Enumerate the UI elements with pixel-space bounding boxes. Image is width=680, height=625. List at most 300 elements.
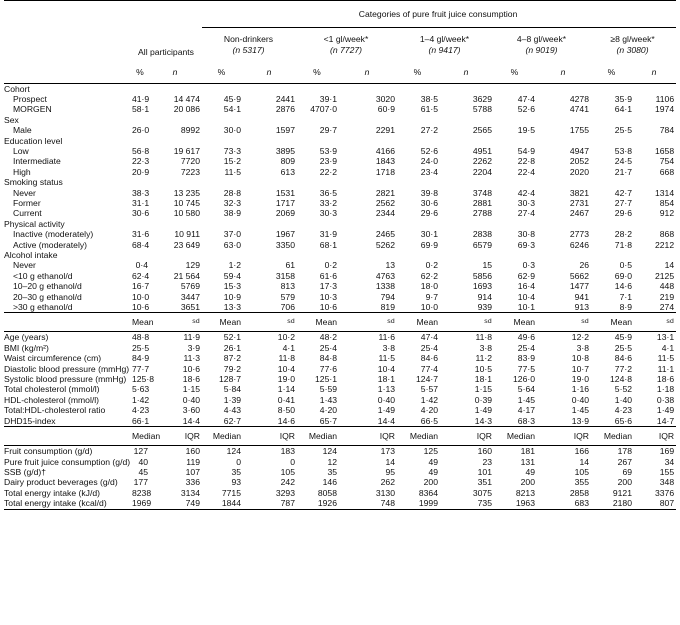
cell-value: 1·13 — [377, 384, 395, 395]
cell-value: 4·23 — [614, 405, 632, 416]
cell-value: 1531 — [275, 187, 295, 198]
col-pct-header: % — [591, 62, 634, 84]
category-n: (n 3080) — [616, 44, 649, 55]
cell-value: 30·0 — [223, 125, 241, 136]
cell-value: 4·43 — [223, 405, 241, 416]
table-row — [4, 477, 676, 487]
cell-value: 19·5 — [517, 125, 535, 136]
cell-value: 68·4 — [132, 239, 150, 250]
cell-value: 1718 — [375, 166, 395, 177]
cell-value: 2881 — [472, 197, 492, 208]
cell-value: 3·8 — [382, 342, 395, 353]
table-row — [4, 374, 676, 384]
stat-header: IQR — [243, 427, 297, 446]
cell-value: 105 — [574, 466, 589, 477]
section-heading: Cohort — [4, 83, 30, 94]
cell-value: 42·7 — [614, 187, 632, 198]
row-label: Total:HDL-cholesterol ratio — [4, 405, 106, 416]
table-row — [4, 364, 676, 374]
cell-value: 10·6 — [319, 302, 337, 313]
cell-value: 59·4 — [223, 270, 241, 281]
cell-value: 854 — [659, 197, 675, 208]
col-pct-header: % — [297, 62, 339, 84]
cell-value: 31·6 — [132, 229, 150, 240]
stat-header: sd — [150, 313, 202, 332]
cell-value: 1597 — [275, 125, 295, 136]
cell-value: 3821 — [569, 187, 589, 198]
cell-value: 10·9 — [223, 291, 241, 302]
cell-value: 2262 — [472, 156, 492, 167]
cell-value: 1·40 — [614, 394, 632, 405]
cell-value: 79·2 — [223, 363, 241, 374]
stat-header: Median — [494, 427, 537, 446]
cell-value: 0·40 — [377, 394, 395, 405]
cell-value: 22·8 — [517, 156, 535, 167]
cell-value: 4·20 — [420, 405, 438, 416]
stat-header: Mean — [297, 313, 339, 332]
cell-value: 1·39 — [223, 394, 241, 405]
cell-value: 3·8 — [576, 342, 589, 353]
table-row — [4, 395, 676, 405]
section-heading: Alcohol intake — [4, 250, 58, 260]
cell-value: 23·4 — [420, 166, 438, 177]
cell-value: 2180 — [591, 498, 634, 509]
cell-value: 5662 — [569, 270, 589, 281]
section-heading-row — [4, 219, 676, 229]
cell-value: 2052 — [569, 156, 589, 167]
cell-value: 12 — [327, 456, 337, 467]
cell-value: 52·1 — [223, 332, 241, 343]
cell-value: 14·3 — [474, 415, 492, 426]
cell-value: 53·9 — [319, 145, 337, 156]
cell-value: 2441 — [275, 93, 295, 104]
row-label: BMI (kg/m²) — [4, 342, 49, 353]
col-n-header: n — [339, 62, 397, 84]
cell-value: 613 — [280, 166, 295, 177]
stat-header: IQR — [440, 427, 494, 446]
cell-value: 173 — [380, 446, 395, 457]
cell-value: 868 — [659, 229, 675, 240]
cell-value: 65·7 — [319, 415, 337, 426]
cell-value: 30·8 — [517, 229, 535, 240]
col-n-header: n — [537, 62, 591, 84]
cell-value: 22·3 — [132, 156, 150, 167]
cell-value: 348 — [659, 477, 675, 488]
cell-value: 10 911 — [174, 229, 200, 240]
cell-value: 3·60 — [182, 405, 200, 416]
cell-value: 4278 — [569, 93, 589, 104]
cell-value: 61·6 — [319, 270, 337, 281]
cell-value: 20 086 — [173, 104, 200, 115]
cell-value: 5262 — [375, 239, 395, 250]
table-row — [4, 467, 676, 477]
row-label: Current — [13, 208, 42, 219]
cell-value: 26 — [579, 260, 589, 271]
cell-value: 30·1 — [420, 229, 438, 240]
cell-value: 40 — [138, 456, 148, 467]
cell-value: 181 — [520, 446, 535, 457]
cell-value: 31·1 — [132, 197, 150, 208]
cell-value: 683 — [537, 498, 591, 509]
cell-value: 11·5 — [378, 353, 395, 364]
cell-value: 101 — [477, 466, 492, 477]
cell-value: 18·0 — [420, 281, 438, 292]
cell-value: 0·2 — [324, 260, 337, 271]
cell-value: 68·3 — [517, 415, 535, 426]
cell-value: 1314 — [655, 187, 675, 198]
cell-value: 16·4 — [517, 281, 535, 292]
cell-value: 2773 — [569, 229, 589, 240]
cell-value: 77·6 — [319, 363, 337, 374]
row-label: <10 g ethanol/d — [13, 270, 73, 281]
cell-value: 11·8 — [475, 332, 492, 343]
cell-value: 748 — [339, 498, 397, 509]
cell-value: 2020 — [569, 166, 589, 177]
cell-value: 39·1 — [319, 93, 337, 104]
table-row — [4, 240, 676, 250]
cell-value: 155 — [659, 466, 675, 477]
cell-value: 8238 — [132, 487, 152, 498]
cell-value: 274 — [659, 302, 675, 313]
stat-header: Median — [591, 427, 634, 446]
cell-value: 49 — [428, 456, 438, 467]
cell-value: 62·9 — [517, 270, 535, 281]
cell-value: 3447 — [180, 291, 200, 302]
stat-header: IQR — [339, 427, 397, 446]
table-row — [4, 446, 676, 457]
table-row — [4, 384, 676, 394]
cell-value: 11·8 — [278, 353, 295, 364]
cell-value: 19 617 — [173, 145, 200, 156]
cell-value: 84·6 — [614, 353, 632, 364]
cell-value: 28·2 — [614, 229, 632, 240]
row-label: Dairy product beverages (g/d) — [4, 477, 118, 488]
cell-value: 22·2 — [319, 166, 337, 177]
cell-value: 2344 — [375, 208, 395, 219]
cell-value: 38·9 — [223, 208, 241, 219]
cell-value: 0·2 — [425, 260, 438, 271]
section-heading-row — [4, 83, 676, 94]
cell-value: 25·4 — [420, 342, 438, 353]
stat-header: Mean — [591, 313, 634, 332]
cell-value: 73·3 — [223, 145, 241, 156]
cell-value: 2069 — [275, 208, 295, 219]
cell-value: 30·6 — [420, 197, 438, 208]
cell-value: 14·6 — [277, 415, 295, 426]
category-name: ≥8 gl/week* — [610, 34, 655, 45]
cell-value: 2291 — [375, 125, 395, 136]
cell-value: 2204 — [472, 166, 492, 177]
row-label: 10–20 g ethanol/d — [13, 281, 82, 292]
cell-value: 13·1 — [656, 332, 675, 343]
cell-value: 351 — [477, 477, 492, 488]
cell-value: 66·1 — [132, 415, 150, 426]
cell-value: 2212 — [655, 239, 675, 250]
cell-value: 84·6 — [420, 353, 438, 364]
cell-value: 4951 — [472, 145, 492, 156]
cell-value: 11·5 — [657, 353, 675, 364]
cell-value: 1963 — [494, 498, 537, 509]
section-heading-row — [4, 115, 676, 125]
cell-value: 1106 — [655, 93, 675, 104]
row-label: Inactive (moderately) — [13, 229, 94, 240]
cell-value: 52·6 — [420, 145, 438, 156]
cell-value: 242 — [280, 477, 295, 488]
cell-value: 5·84 — [223, 384, 241, 395]
table-row — [4, 125, 676, 135]
cell-value: 177 — [133, 477, 148, 488]
cell-value: 11·9 — [183, 332, 200, 343]
cell-value: 813 — [280, 281, 295, 292]
cell-value: 45·9 — [614, 332, 632, 343]
cell-value: 706 — [280, 302, 295, 313]
cell-value: 5769 — [180, 281, 200, 292]
row-label: 20–30 g ethanol/d — [13, 291, 82, 302]
table-row — [4, 405, 676, 415]
cell-value: 11·1 — [657, 363, 675, 374]
cell-value: 183 — [280, 446, 295, 457]
table-row — [4, 332, 676, 343]
cell-value: 10·4 — [517, 291, 535, 302]
cell-value: 84·8 — [319, 353, 337, 364]
cell-value: 5856 — [472, 270, 492, 281]
cell-value: 0·41 — [277, 394, 295, 405]
cell-value: 5·57 — [420, 384, 438, 395]
cell-value: 124 — [322, 446, 337, 457]
cell-value: 14·6 — [614, 281, 632, 292]
cell-value: 14·4 — [377, 415, 395, 426]
cell-value: 200 — [617, 477, 632, 488]
cell-value: 10·4 — [377, 363, 395, 374]
cell-value: 2125 — [655, 270, 675, 281]
cell-value: 3629 — [472, 93, 492, 104]
table-row — [4, 94, 676, 104]
cell-value: 35 — [231, 466, 241, 477]
cell-value: 1·43 — [319, 394, 337, 405]
cell-value: 1·42 — [132, 394, 150, 405]
cell-value: 1·49 — [474, 405, 492, 416]
cell-value: 5·64 — [517, 384, 535, 395]
cell-value: 52·6 — [517, 104, 535, 115]
cell-value: 11·3 — [183, 353, 200, 364]
cell-value: 15 — [482, 260, 492, 271]
cell-value: 3·9 — [187, 342, 200, 353]
cell-value: 4·23 — [132, 405, 150, 416]
cell-value: 10·7 — [571, 363, 589, 374]
cell-value: 10·2 — [277, 332, 295, 343]
cell-value: 32·3 — [223, 197, 241, 208]
cell-value: 24·5 — [614, 156, 632, 167]
cell-value: 35·9 — [614, 93, 632, 104]
cell-value: 30·3 — [517, 197, 535, 208]
cell-value: 200 — [423, 477, 438, 488]
cell-value: 69 — [622, 466, 632, 477]
cell-value: 8364 — [418, 487, 438, 498]
cell-value: 2731 — [569, 197, 589, 208]
cell-value: 0 — [290, 456, 295, 467]
cell-value: 19·0 — [277, 374, 295, 385]
blank-cell — [4, 62, 132, 84]
cell-value: 7715 — [221, 487, 241, 498]
cell-value: 160 — [477, 446, 492, 457]
cell-value: 5788 — [472, 104, 492, 115]
cell-value: 8213 — [515, 487, 535, 498]
cell-value: 124·7 — [416, 374, 438, 385]
cell-value: 25·5 — [614, 125, 632, 136]
mean-sd-header-row — [4, 313, 676, 332]
cell-value: 60·9 — [377, 104, 395, 115]
cell-value: 794 — [380, 291, 395, 302]
stat-header: sd — [339, 313, 397, 332]
cell-value: 20·9 — [132, 166, 150, 177]
cell-value: 49 — [525, 466, 535, 477]
cell-value: 1967 — [275, 229, 295, 240]
cell-value: 105 — [280, 466, 295, 477]
col-n-header: n — [634, 62, 676, 84]
cell-value: 30·6 — [132, 208, 150, 219]
cell-value: 0·40 — [182, 394, 200, 405]
cell-value: 0·40 — [571, 394, 589, 405]
cell-value: 13 — [385, 260, 395, 271]
cell-value: 69·3 — [517, 239, 535, 250]
table-row — [4, 188, 676, 198]
table-row — [4, 104, 676, 114]
table-row — [4, 353, 676, 363]
cell-value: 178 — [617, 446, 632, 457]
cell-value: 29·6 — [614, 208, 632, 219]
stat-header: sd — [537, 313, 591, 332]
cell-value: 1477 — [569, 281, 589, 292]
cell-value: 2788 — [472, 208, 492, 219]
cell-value: 4763 — [375, 270, 395, 281]
cell-value: 6246 — [569, 239, 589, 250]
cell-value: 11·6 — [378, 332, 395, 343]
cell-value: 2465 — [375, 229, 395, 240]
cell-value: 26·1 — [223, 342, 241, 353]
cell-value: 1·16 — [571, 384, 589, 395]
cell-value: 14 — [579, 456, 589, 467]
cell-value: 49·6 — [517, 332, 535, 343]
table-row — [4, 208, 676, 218]
row-label: Total energy intake (kJ/d) — [4, 487, 101, 498]
stat-header: Median — [397, 427, 440, 446]
row-label: Former — [13, 197, 41, 208]
cell-value: 219 — [659, 291, 675, 302]
cell-value: 1974 — [655, 104, 675, 115]
cell-value: 15·3 — [223, 281, 241, 292]
row-label: Pure fruit juice consumption (g/d) — [4, 456, 131, 467]
table-row — [4, 260, 676, 270]
cell-value: 25·4 — [517, 342, 535, 353]
cell-value: 10·0 — [132, 291, 150, 302]
table-row — [4, 302, 676, 313]
cell-value: 83·9 — [517, 353, 535, 364]
cell-value: 14 474 — [173, 93, 200, 104]
cell-value: 13 235 — [173, 187, 200, 198]
cell-value: 4741 — [569, 104, 589, 115]
cell-value: 17·3 — [319, 281, 337, 292]
cell-value: 819 — [380, 302, 395, 313]
row-label: Fruit consumption (g/d) — [4, 446, 93, 457]
table-row — [4, 229, 676, 239]
stat-header: sd — [634, 313, 676, 332]
col-n-header: n — [150, 62, 202, 84]
row-label: Total cholesterol (mmol/l) — [4, 384, 100, 395]
cell-value: 4·17 — [517, 405, 535, 416]
cell-value: 10·6 — [132, 302, 150, 313]
cell-value: 27·4 — [517, 208, 535, 219]
stat-header: IQR — [150, 427, 202, 446]
row-label: HDL-cholesterol (mmol/l) — [4, 394, 100, 405]
cell-value: 21 564 — [173, 270, 200, 281]
stat-header: Median — [132, 427, 150, 446]
cell-value: 29·6 — [420, 208, 438, 219]
blank-cell — [4, 313, 132, 332]
cell-value: 1·15 — [182, 384, 200, 395]
cell-value: 2876 — [275, 104, 295, 115]
cell-value: 1·15 — [474, 384, 492, 395]
table-row — [4, 488, 676, 498]
cell-value: 24·0 — [420, 156, 438, 167]
cell-value: 33·2 — [319, 197, 337, 208]
row-label: Total energy intake (kcal/d) — [4, 498, 132, 509]
cell-value: 448 — [659, 281, 675, 292]
stat-header: IQR — [537, 427, 591, 446]
category-n: (n 5317) — [232, 44, 265, 55]
row-label: Systolic blood pressure (mmHg) — [4, 374, 127, 385]
cell-value: 1755 — [569, 125, 589, 136]
cell-value: 3130 — [375, 487, 395, 498]
cell-value: 914 — [477, 291, 492, 302]
cell-value: 913 — [574, 302, 589, 313]
row-label: Never — [13, 187, 36, 198]
cell-value: 65·6 — [614, 415, 632, 426]
table-row — [4, 457, 676, 467]
all-participants-header: All participants — [138, 47, 194, 58]
cell-value: 3158 — [275, 270, 295, 281]
stat-header: Mean — [494, 313, 537, 332]
cell-value: 784 — [659, 125, 675, 136]
section-heading-row — [4, 136, 676, 146]
cell-value: 10 580 — [173, 208, 200, 219]
cell-value: 23·9 — [319, 156, 337, 167]
cell-value: 131 — [520, 456, 535, 467]
cell-value: 5·59 — [319, 384, 337, 395]
cell-value: 8992 — [180, 125, 200, 136]
cell-value: 787 — [243, 498, 297, 509]
cell-value: 35 — [327, 466, 337, 477]
cell-value: 18·1 — [474, 374, 492, 385]
cell-value: 3376 — [655, 487, 675, 498]
cell-value: 77·5 — [517, 363, 535, 374]
cell-value: 1·18 — [656, 384, 675, 395]
stat-header: sd — [440, 313, 494, 332]
cell-value: 12·2 — [571, 332, 589, 343]
cell-value: 15·2 — [223, 156, 241, 167]
cell-value: 809 — [280, 156, 295, 167]
cell-value: 4947 — [569, 145, 589, 156]
cell-value: 1717 — [275, 197, 295, 208]
category-n: (n 9019) — [525, 44, 558, 55]
cell-value: 7223 — [180, 166, 200, 177]
table-row — [4, 146, 676, 156]
cell-value: 3075 — [472, 487, 492, 498]
cell-value: 3·8 — [479, 342, 492, 353]
cell-value: 14·4 — [182, 415, 200, 426]
cell-value: 13·9 — [571, 415, 589, 426]
row-label: Prospect — [13, 93, 47, 104]
cell-value: 125 — [423, 446, 438, 457]
